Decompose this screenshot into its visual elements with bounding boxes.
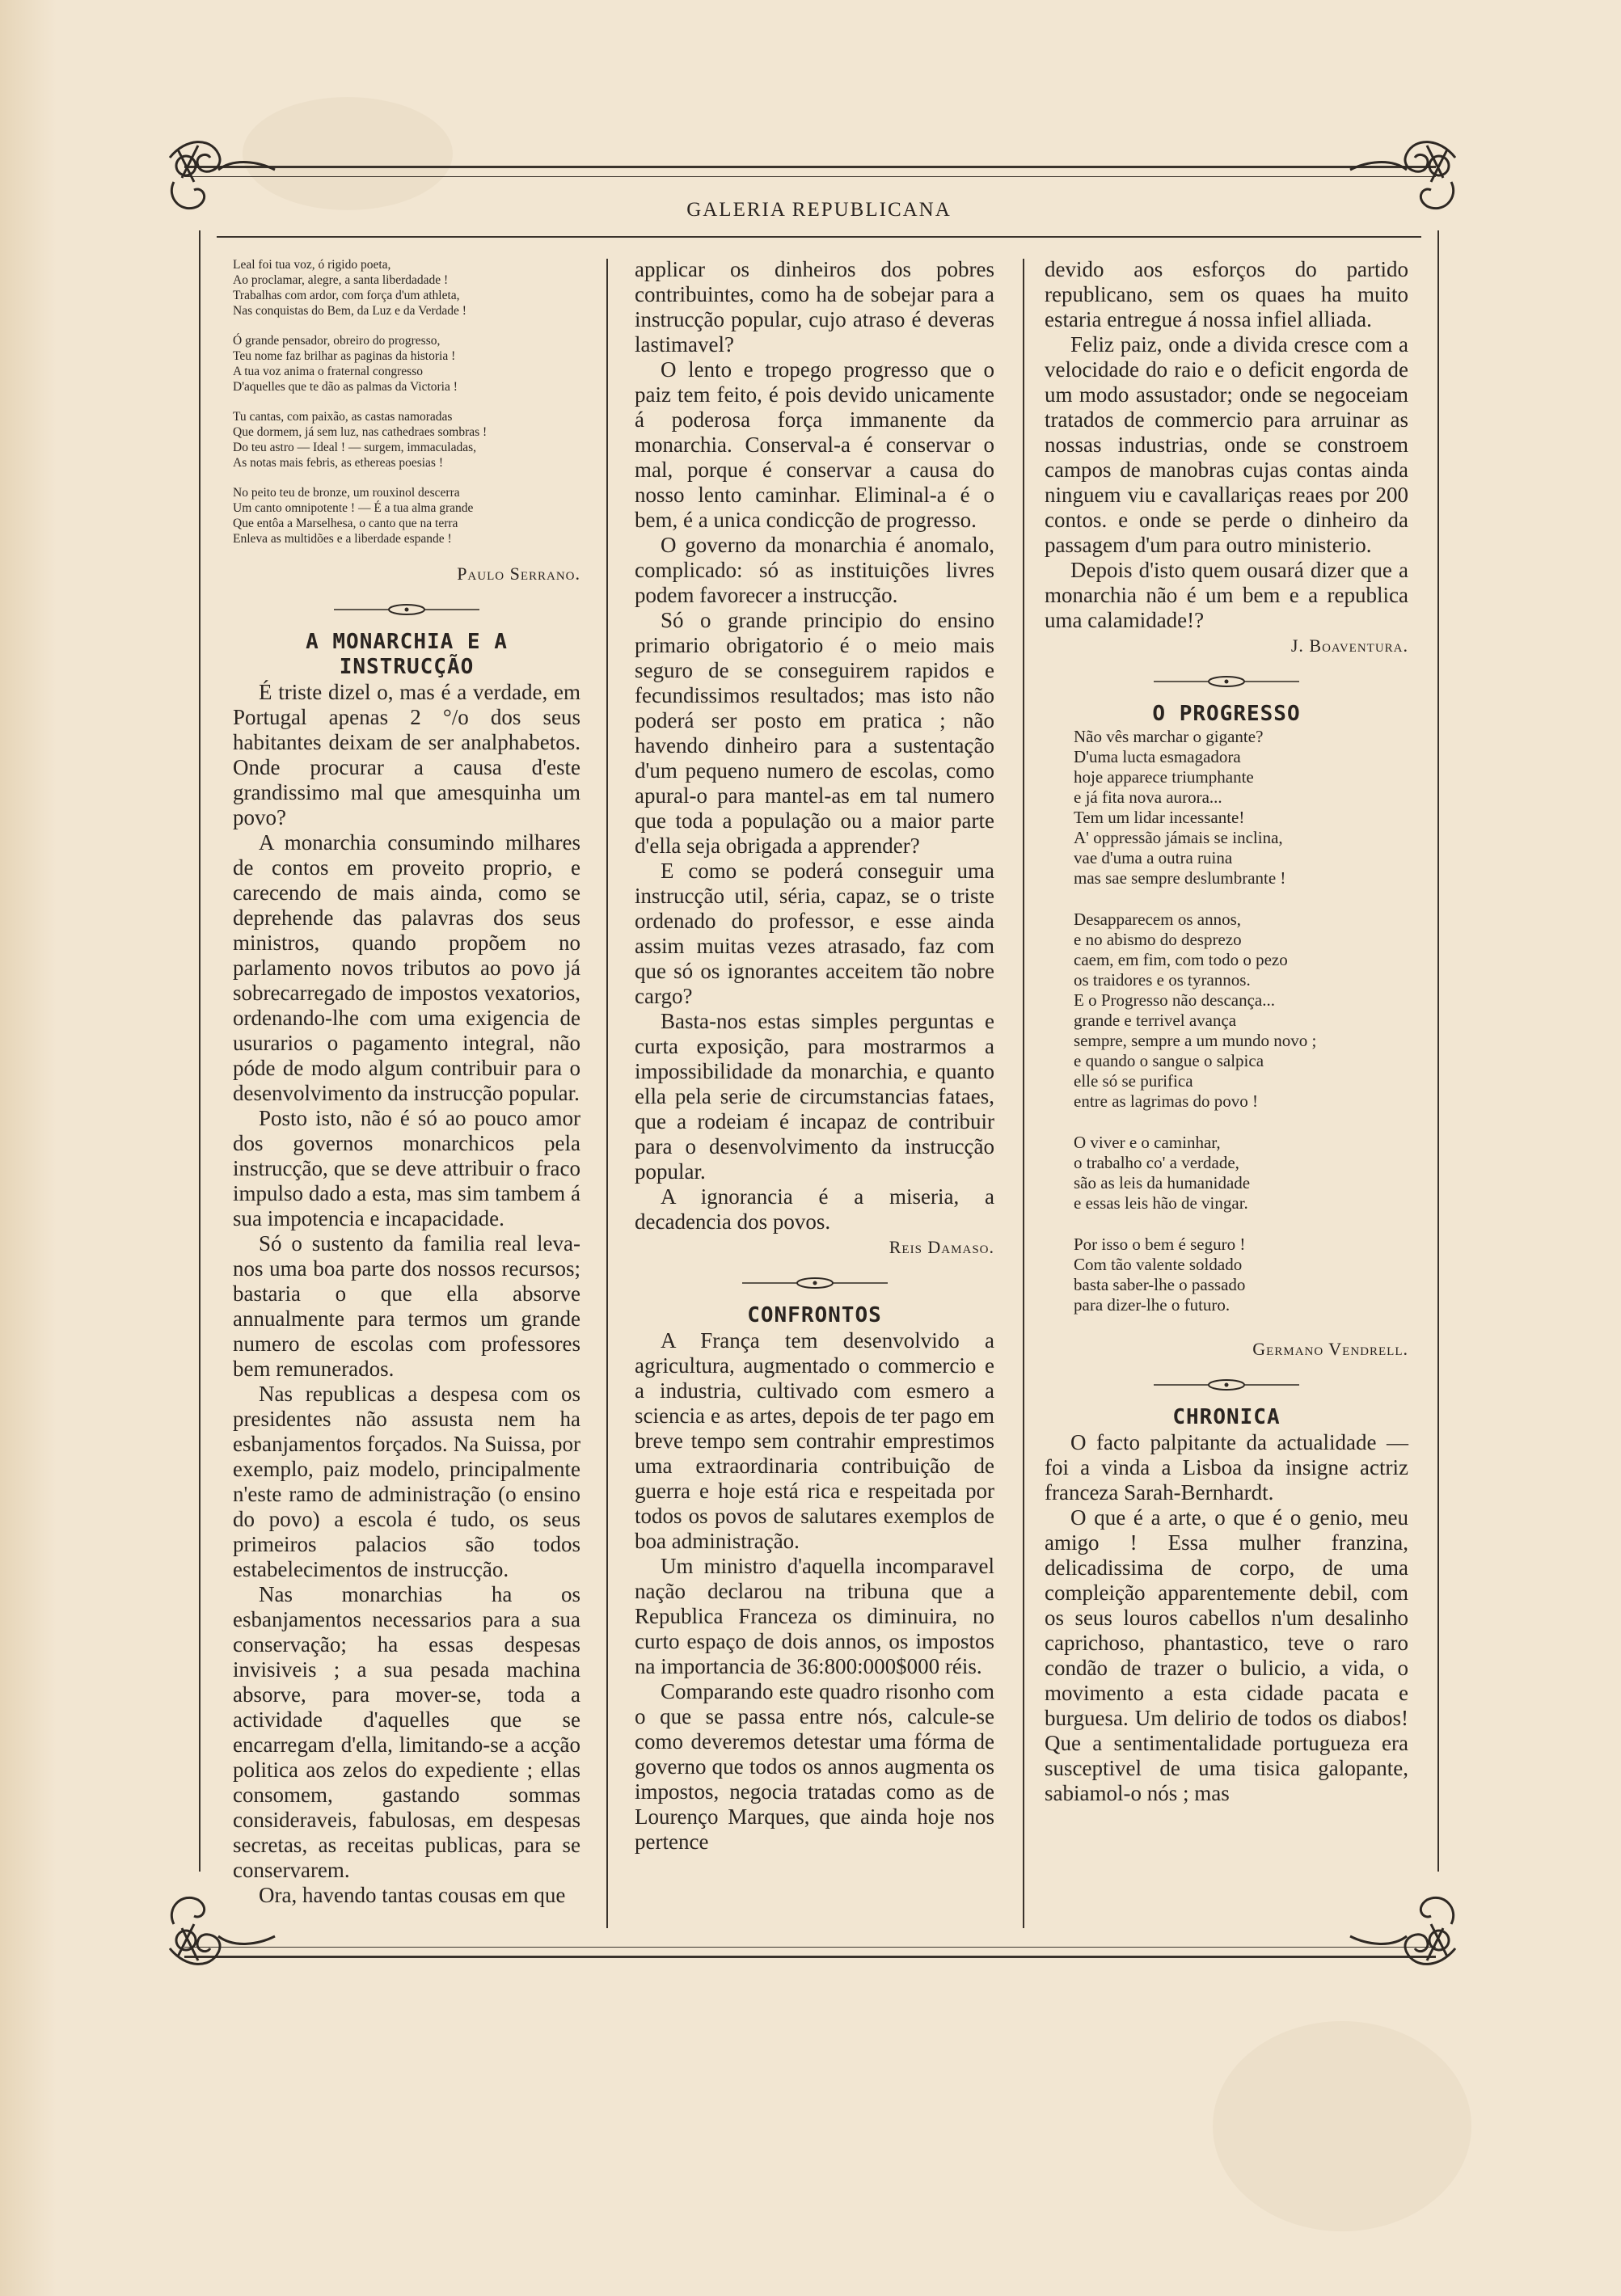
paragraph: Nas monarchias ha os esbanjamentos necessarios para a sua conservação; ha essas despesas invisiveis ; a sua pesada machina absorve, para mover-se, toda a actividade d'aquelles que se encarregam d'ella, limitando-se a acção politica aos zelos do expediente ; ellas consomem, gastando sommas consideraveis, fabulosas, em despesas secretas, as receitas publicas, para se conservarem. xyxy=(233,1582,580,1882)
poem-o-progresso xyxy=(1045,727,1408,1315)
frame-bottom-rule xyxy=(184,1947,1436,1958)
poem-stanza xyxy=(1074,1235,1408,1315)
poem-paulo-serrano xyxy=(233,257,580,547)
paragraph: devido aos esforços do partido republicano, sem os quaes ha muito estaria entregue á nossa infiel alliada. xyxy=(1045,257,1408,331)
column-3 xyxy=(1045,257,1408,1806)
poem-stanza xyxy=(1074,910,1408,1112)
paragraph: Posto isto, não é só ao pouco amor dos governos monarchicos pela instrucção, que se deve attribuir o fraco impulso dado a esta, mas sim tambem á sua impotencia e incapacidade. xyxy=(233,1106,580,1230)
article-body-continued xyxy=(1045,257,1408,633)
article-signature: J. Boaventura. xyxy=(1290,635,1408,656)
poem-line: Leal foi tua voz, ó rigido poeta, xyxy=(233,258,391,272)
poem-line: Ao proclamar, alegre, a santa liberdadade ! xyxy=(233,273,449,287)
frame-left-rule xyxy=(199,230,201,1872)
divider-ornament xyxy=(1154,676,1299,687)
column-divider xyxy=(606,259,608,1928)
paragraph: É triste dizel o, mas é a verdade, em Portugal apenas 2 °/o dos seus habitantes deixam de ser analphabetos. Onde procurar a causa d'este grandissimo mal que amesquinha um povo? xyxy=(233,680,580,829)
poem-line: Que dormem, já sem luz, nas cathedraes sombras ! xyxy=(233,425,488,439)
poem-signature: Germano Vendrell. xyxy=(1252,1339,1408,1359)
paragraph: applicar os dinheiros dos pobres contribuintes, como ha de sobejar para a instrucção popular, cujo atraso é deveras lastimavel? xyxy=(635,257,994,357)
frame-top-rule xyxy=(184,166,1436,177)
poem-line: mas sae sempre deslumbrante ! xyxy=(1074,868,1286,888)
poem-line: A tua voz anima o fraternal congresso xyxy=(233,365,423,378)
divider-ornament xyxy=(742,1277,888,1289)
poem-line: Não vês marchar o gigante? xyxy=(1074,727,1264,746)
column-2 xyxy=(635,257,994,1855)
article-signature: Reis Damaso. xyxy=(889,1237,994,1257)
paragraph: O que é a arte, o que é o genio, meu amigo ! Essa mulher franzina, delicadissima de corpo, de uma compleição apparentemente debil, com os seus louros cabellos n'um desalinho caprichoso, phantastico, teve o raro condão de trazer o bulicio, a vida, o movimento a esta cidade pacata e burguesa. Um delirio de todos os diabos! Que a sentimentalidade portugueza era susceptivel de uma tisica galopante, sabiamol-o nós ; mas xyxy=(1045,1505,1408,1805)
page-fold-shadow xyxy=(0,0,57,2296)
paragraph: Nas republicas a despesa com os presidentes não assusta nem ha esbanjamentos forçados. Na Suissa, por exemplo, paiz modelo, principalmente n'este ramo de administração (o ensino do povo) a escola é tudo, os seus primeiros palacios são todos estabelecimentos de instrucção. xyxy=(233,1382,580,1581)
poem-line: Desapparecem os annos, xyxy=(1074,910,1242,929)
page-header-title: GALERIA REPUBLICANA xyxy=(686,199,952,221)
article-body xyxy=(233,680,580,1908)
article-title: CONFRONTOS xyxy=(747,1303,882,1327)
poem-line: A' oppressão jámais se inclina, xyxy=(1074,828,1283,847)
poem-line: elle só se purifica xyxy=(1074,1071,1193,1091)
paragraph: Basta-nos estas simples perguntas e curta exposição, para mostrarmos a impossibilidade da monarchia, e quanto ella pela serie de circumstancias fataes, que a rodeiam é incapaz de contribuir para o desenvolvimento da instrucção popular. xyxy=(635,1009,994,1184)
paragraph: Só o grande principio do ensino primario obrigatorio é o meio mais seguro de se conseguirem rapidos e fecundissimos resultados; mas isto não poderá ser posto em pratica ; não havendo dinheiro para a sustentação d'um pequeno numero de escolas, como apural-o para mantel-as em tal numero que toda a população ou a maior parte d'ella seja obrigada a apprender? xyxy=(635,608,994,858)
poem-line: O viver e o caminhar, xyxy=(1074,1133,1221,1152)
poem-line: Trabalhas com ardor, com força d'um athleta, xyxy=(233,289,460,302)
poem-stanza xyxy=(1074,1133,1408,1213)
poem-line: Tem um lidar incessante! xyxy=(1074,808,1245,827)
poem-line: sempre, sempre a um mundo novo ; xyxy=(1074,1031,1317,1050)
poem-stanza xyxy=(1074,727,1408,888)
poem-line: Tu cantas, com paixão, as castas namoradas xyxy=(233,410,453,424)
poem-line: para dizer-lhe o futuro. xyxy=(1074,1295,1231,1315)
poem-line: os traidores e os tyrannos. xyxy=(1074,970,1251,990)
divider-ornament xyxy=(334,604,479,615)
poem-line: Por isso o bem é seguro ! xyxy=(1074,1235,1246,1254)
poem-line: e já fita nova aurora... xyxy=(1074,787,1222,807)
poem-line: e quando o sangue o salpica xyxy=(1074,1051,1264,1070)
paragraph: O lento e tropego progresso que o paiz tem feito, é pois devido unicamente á poderosa força immanente da monarchia. Conserval-a é conservar o mal, porque é conservar a causa do nosso lento caminhar. Eliminal-a é o bem, é a unica condicção de progresso. xyxy=(635,357,994,532)
paragraph: A monarchia consumindo milhares de contos em proveito proprio, e carecendo de mais ainda, como se deprehende das palavras dos seus ministros, quando propõem no parlamento novos tributos ao povo já sobrecarregado de impostos vexatorios, ordenando-lhe com uma exigencia de usurarios o pagamento integral, não póde de modo algum contribuir para o desenvolvimento da instrucção popular. xyxy=(233,830,580,1105)
paper-stain xyxy=(1213,2021,1471,2231)
poem-line: entre as lagrimas do povo ! xyxy=(1074,1091,1259,1111)
poem-line: basta saber-lhe o passado xyxy=(1074,1275,1246,1294)
section-title: CHRONICA xyxy=(1172,1405,1281,1429)
paragraph: O governo da monarchia é anomalo, complicado: só as instituições livres podem favorecer a instrucção. xyxy=(635,533,994,607)
poem-stanza xyxy=(233,257,580,319)
poem-line: grande e terrivel avança xyxy=(1074,1011,1237,1030)
poem-stanza xyxy=(233,485,580,547)
paragraph: A França tem desenvolvido a agricultura, augmentado o commercio e a industria, cultivado com esmero a sciencia e as artes, depois de ter pago em breve tempo sem contrahir emprestimos uma extraordinaria contribuição de guerra e hoje está rica e respeitada por todos os povos de salutares exemplos de boa administração. xyxy=(635,1328,994,1553)
frame-right-rule xyxy=(1437,230,1439,1872)
paragraph: E como se poderá conseguir uma instrucção util, séria, capaz, se o triste ordenado do professor, e esse ainda assim muitas vezes atrasado, faz com que só os ignorantes acceitem tão nobre cargo? xyxy=(635,859,994,1008)
article-body xyxy=(635,1328,994,1855)
poem-line: hoje apparece triumphante xyxy=(1074,767,1254,787)
article-body-continued xyxy=(635,257,994,1235)
paragraph: Só o sustento da familia real leva-nos uma boa parte dos nossos recursos; bastaria o que ella absorve annualmente para termos um grande numero de escolas com professores bem remunerados. xyxy=(233,1231,580,1381)
poem-line: Nas conquistas do Bem, da Luz e da Verdade ! xyxy=(233,304,466,318)
paragraph: Depois d'isto quem ousará dizer que a monarchia não é um bem e a republica uma calamidade!? xyxy=(1045,558,1408,632)
poem-line: D'uma lucta esmagadora xyxy=(1074,747,1241,766)
paragraph: Um ministro d'aquella incomparavel nação declarou na tribuna que a Republica Franceza os diminuira, no curto espaço de dois annos, os impostos na importancia de 36:800:000$000 réis. xyxy=(635,1554,994,1678)
column-divider xyxy=(1023,259,1024,1928)
poem-line: Teu nome faz brilhar as paginas da historia ! xyxy=(233,349,456,363)
corner-ornament-bottom-right xyxy=(1342,1884,1463,1973)
article-title: A MONARCHIA E A INSTRUCÇÃO xyxy=(306,630,508,679)
chronica-body xyxy=(1045,1430,1408,1806)
divider-ornament xyxy=(1154,1379,1299,1391)
poem-line: Com tão valente soldado xyxy=(1074,1255,1243,1274)
poem-title: O PROGRESSO xyxy=(1152,702,1301,726)
paragraph: O facto palpitante da actualidade — foi a vinda a Lisboa da insigne actriz franceza Sarah-Bernhardt. xyxy=(1045,1430,1408,1505)
poem-line: são as leis da humanidade xyxy=(1074,1173,1251,1192)
poem-line: Que entôa a Marselhesa, o canto que na terra xyxy=(233,517,458,530)
poem-line: caem, em fim, com todo o pezo xyxy=(1074,950,1288,969)
poem-line: Um canto omnipotente ! — É a tua alma grande xyxy=(233,501,474,515)
poem-line: e no abismo do desprezo xyxy=(1074,930,1242,949)
poem-signature: Paulo Serrano. xyxy=(457,563,580,584)
paragraph: Comparando este quadro risonho com o que se passa entre nós, calcule-se como deveremos detestar uma fórma de governo que todos os annos augmenta os impostos, negocia tratadas como as de Lourenço Marques, que ainda hoje nos pertence xyxy=(635,1679,994,1854)
poem-line: E o Progresso não descança... xyxy=(1074,990,1276,1010)
poem-line: Do teu astro — Ideal ! — surgem, immaculadas, xyxy=(233,441,477,454)
column-1 xyxy=(233,257,580,1908)
poem-line: Ó grande pensador, obreiro do progresso, xyxy=(233,334,441,348)
paragraph: A ignorancia é a miseria, a decadencia dos povos. xyxy=(635,1184,994,1234)
header-rule xyxy=(217,236,1421,238)
poem-stanza xyxy=(233,333,580,395)
poem-line: vae d'uma a outra ruina xyxy=(1074,848,1233,867)
poem-line: As notas mais febris, as ethereas poesias ! xyxy=(233,456,443,470)
paragraph: Ora, havendo tantas cousas em que xyxy=(259,1883,566,1907)
poem-line: e essas leis hão de vingar. xyxy=(1074,1193,1248,1213)
poem-line: D'aquelles que te dão as palmas da Victoria ! xyxy=(233,380,458,394)
poem-line: Enleva as multidões e a liberdade espande ! xyxy=(233,532,452,546)
poem-stanza xyxy=(233,409,580,471)
paragraph: Feliz paiz, onde a divida cresce com a velocidade do raio e o deficit engorda de um modo assustador; onde se negoceiam tratados de commercio para arruinar as nossas industrias, onde se constroem campos de manobras cujas contas ainda ninguem viu e cavallariças reaes por 200 contos. e onde se perde o dinheiro da passagem d'um para outro ministerio. xyxy=(1045,332,1408,557)
poem-line: o trabalho co' a verdade, xyxy=(1074,1153,1239,1172)
poem-line: No peito teu de bronze, um rouxinol descerra xyxy=(233,486,460,500)
